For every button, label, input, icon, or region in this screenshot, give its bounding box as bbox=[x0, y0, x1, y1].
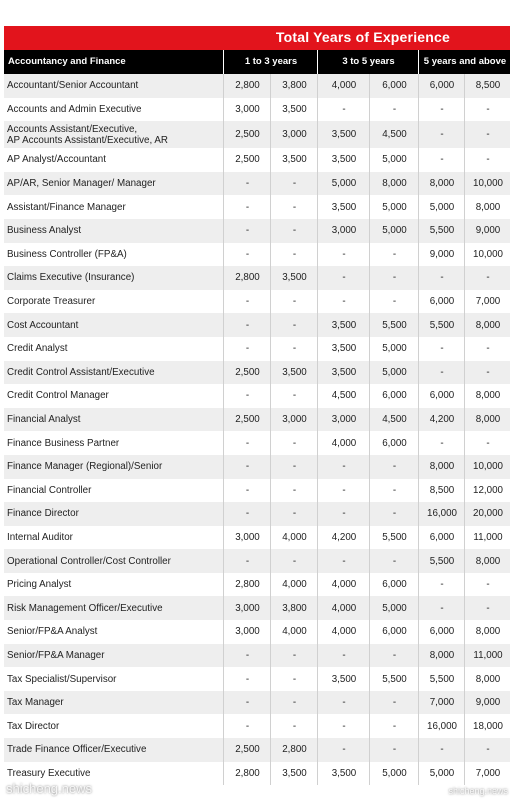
salary-cell: - bbox=[317, 98, 370, 122]
salary-cell: - bbox=[223, 172, 271, 196]
table-row bbox=[4, 361, 510, 385]
salary-cell: 8,000 bbox=[418, 644, 465, 668]
salary-cell: 8,000 bbox=[464, 408, 511, 432]
job-title: Treasury Executive bbox=[7, 767, 91, 779]
salary-cell: 8,000 bbox=[464, 549, 511, 573]
salary-cell: - bbox=[223, 195, 271, 219]
table-row bbox=[4, 121, 510, 148]
job-title: Internal Auditor bbox=[7, 531, 73, 543]
salary-cell: - bbox=[223, 243, 271, 267]
salary-cell: 7,000 bbox=[418, 691, 465, 715]
job-title: Financial Controller bbox=[7, 484, 92, 496]
salary-cell: 8,000 bbox=[464, 195, 511, 219]
table-row bbox=[4, 98, 510, 122]
salary-cell: 5,000 bbox=[418, 762, 465, 786]
salary-cell: 4,000 bbox=[317, 431, 370, 455]
salary-cell: 6,000 bbox=[369, 573, 419, 597]
table-row bbox=[4, 384, 510, 408]
job-title: Trade Finance Officer/Executive bbox=[7, 744, 147, 756]
salary-cell: 5,500 bbox=[418, 219, 465, 243]
salary-cell: - bbox=[317, 266, 370, 290]
header-group-5-plus-years: 5 years and above bbox=[418, 50, 511, 74]
salary-cell: 3,500 bbox=[317, 121, 370, 148]
job-title: Corporate Treasurer bbox=[7, 296, 96, 308]
salary-cell: 3,000 bbox=[317, 219, 370, 243]
salary-cell: - bbox=[223, 714, 271, 738]
job-title: Accounts and Admin Executive bbox=[7, 103, 142, 115]
job-title: Assistant/Finance Manager bbox=[7, 201, 126, 213]
salary-cell: 3,500 bbox=[317, 195, 370, 219]
job-title: Finance Director bbox=[7, 508, 79, 520]
salary-cell: 5,500 bbox=[369, 313, 419, 337]
salary-cell: - bbox=[464, 431, 511, 455]
salary-cell: 5,000 bbox=[369, 596, 419, 620]
job-title: Business Controller (FP&A) bbox=[7, 248, 127, 260]
salary-cell: - bbox=[270, 313, 318, 337]
table-row bbox=[4, 573, 510, 597]
salary-cell: 2,800 bbox=[223, 573, 271, 597]
salary-cell: 9,000 bbox=[464, 691, 511, 715]
salary-cell: - bbox=[223, 431, 271, 455]
salary-cell: 5,000 bbox=[369, 361, 419, 385]
salary-cell: - bbox=[270, 172, 318, 196]
job-title: Credit Analyst bbox=[7, 343, 68, 355]
salary-cell: 2,800 bbox=[223, 74, 271, 98]
salary-cell: 5,000 bbox=[369, 219, 419, 243]
salary-cell: - bbox=[464, 148, 511, 172]
salary-cell: - bbox=[317, 290, 370, 314]
salary-cell: - bbox=[223, 667, 271, 691]
salary-cell: 8,000 bbox=[464, 667, 511, 691]
table-row bbox=[4, 526, 510, 550]
salary-cell: - bbox=[418, 361, 465, 385]
salary-cell: 3,500 bbox=[317, 337, 370, 361]
salary-cell: - bbox=[270, 195, 318, 219]
salary-cell: - bbox=[270, 290, 318, 314]
job-title: Accountant/Senior Accountant bbox=[7, 80, 139, 92]
salary-cell: 3,500 bbox=[270, 98, 318, 122]
salary-cell: - bbox=[270, 243, 318, 267]
watermark-left: shicheng.news bbox=[6, 781, 92, 796]
salary-cell: 3,500 bbox=[317, 762, 370, 786]
salary-cell: 4,000 bbox=[317, 596, 370, 620]
salary-cell: 6,000 bbox=[418, 290, 465, 314]
salary-cell: - bbox=[418, 148, 465, 172]
table-row bbox=[4, 408, 510, 432]
job-title: Business Analyst bbox=[7, 225, 82, 237]
salary-cell: - bbox=[317, 691, 370, 715]
salary-cell: - bbox=[369, 290, 419, 314]
salary-cell: 3,800 bbox=[270, 74, 318, 98]
salary-cell: 6,000 bbox=[369, 384, 419, 408]
job-title: Tax Specialist/Supervisor bbox=[7, 673, 117, 685]
salary-cell: - bbox=[223, 313, 271, 337]
salary-cell: 8,500 bbox=[418, 479, 465, 503]
salary-cell: - bbox=[418, 738, 465, 762]
salary-cell: - bbox=[369, 455, 419, 479]
table-row bbox=[4, 431, 510, 455]
salary-cell: 6,000 bbox=[418, 384, 465, 408]
salary-cell: - bbox=[369, 266, 419, 290]
table-row bbox=[4, 219, 510, 243]
salary-cell: - bbox=[317, 479, 370, 503]
table-title: Total Years of Experience bbox=[275, 29, 450, 45]
salary-cell: - bbox=[464, 121, 511, 148]
salary-cell: - bbox=[270, 337, 318, 361]
salary-cell: 2,800 bbox=[270, 738, 318, 762]
job-title: Financial Analyst bbox=[7, 414, 81, 426]
table-row bbox=[4, 667, 510, 691]
salary-cell: 6,000 bbox=[418, 620, 465, 644]
salary-cell: 8,000 bbox=[464, 620, 511, 644]
salary-cell: 6,000 bbox=[369, 620, 419, 644]
salary-cell: - bbox=[464, 361, 511, 385]
salary-cell: 5,000 bbox=[369, 337, 419, 361]
salary-cell: - bbox=[369, 502, 419, 526]
table-row bbox=[4, 266, 510, 290]
table-row bbox=[4, 172, 510, 196]
salary-cell: 2,500 bbox=[223, 738, 271, 762]
salary-cell: 3,500 bbox=[317, 361, 370, 385]
salary-cell: 3,500 bbox=[317, 667, 370, 691]
salary-cell: 18,000 bbox=[464, 714, 511, 738]
table-row bbox=[4, 313, 510, 337]
job-title: Tax Director bbox=[7, 720, 60, 732]
salary-cell: - bbox=[223, 219, 271, 243]
salary-cell: - bbox=[369, 714, 419, 738]
salary-cell: 2,500 bbox=[223, 121, 271, 148]
salary-cell: 5,500 bbox=[369, 526, 419, 550]
salary-cell: 7,000 bbox=[464, 290, 511, 314]
salary-cell: 11,000 bbox=[464, 644, 511, 668]
salary-cell: 3,500 bbox=[317, 148, 370, 172]
job-title: AP/AR, Senior Manager/ Manager bbox=[7, 178, 156, 190]
salary-cell: 8,000 bbox=[464, 384, 511, 408]
header-group-1-3-years: 1 to 3 years bbox=[223, 50, 318, 74]
salary-cell: - bbox=[369, 691, 419, 715]
salary-cell: 16,000 bbox=[418, 714, 465, 738]
salary-cell: - bbox=[317, 502, 370, 526]
salary-cell: 6,000 bbox=[418, 74, 465, 98]
salary-cell: 11,000 bbox=[464, 526, 511, 550]
table-row bbox=[4, 195, 510, 219]
salary-cell: - bbox=[270, 502, 318, 526]
salary-cell: 3,000 bbox=[223, 526, 271, 550]
salary-cell: 4,500 bbox=[369, 121, 419, 148]
salary-cell: 2,500 bbox=[223, 408, 271, 432]
salary-cell: - bbox=[270, 667, 318, 691]
table-row bbox=[4, 479, 510, 503]
job-title: Accounts Assistant/Executive, AP Accounts Assistant/Executive, AR bbox=[7, 123, 169, 146]
salary-cell: - bbox=[223, 384, 271, 408]
salary-cell: 3,000 bbox=[223, 620, 271, 644]
salary-cell: 5,000 bbox=[369, 195, 419, 219]
salary-cell: - bbox=[464, 98, 511, 122]
salary-cell: 16,000 bbox=[418, 502, 465, 526]
salary-cell: 4,000 bbox=[317, 573, 370, 597]
salary-cell: 6,000 bbox=[369, 431, 419, 455]
table-row bbox=[4, 738, 510, 762]
salary-cell: - bbox=[418, 337, 465, 361]
job-title: AP Analyst/Accountant bbox=[7, 154, 106, 166]
job-title: Senior/FP&A Analyst bbox=[7, 626, 98, 638]
salary-cell: 2,500 bbox=[223, 361, 271, 385]
salary-cell: 3,800 bbox=[270, 596, 318, 620]
salary-cell: 3,500 bbox=[270, 148, 318, 172]
salary-cell: - bbox=[464, 573, 511, 597]
table-row bbox=[4, 714, 510, 738]
salary-cell: 3,000 bbox=[223, 98, 271, 122]
salary-cell: 10,000 bbox=[464, 172, 511, 196]
watermark-right: shicheng.news bbox=[448, 786, 508, 796]
salary-cell: - bbox=[270, 644, 318, 668]
salary-cell: 8,000 bbox=[369, 172, 419, 196]
salary-cell: - bbox=[270, 455, 318, 479]
salary-cell: - bbox=[369, 644, 419, 668]
job-title: Cost Accountant bbox=[7, 319, 79, 331]
salary-cell: 3,500 bbox=[270, 762, 318, 786]
salary-cell: - bbox=[418, 266, 465, 290]
salary-cell: 12,000 bbox=[464, 479, 511, 503]
salary-cell: - bbox=[317, 549, 370, 573]
salary-cell: 5,500 bbox=[418, 667, 465, 691]
salary-cell: 9,000 bbox=[464, 219, 511, 243]
salary-cell: 4,000 bbox=[270, 620, 318, 644]
table-row bbox=[4, 596, 510, 620]
table-row bbox=[4, 502, 510, 526]
job-title: Credit Control Assistant/Executive bbox=[7, 366, 155, 378]
salary-cell: - bbox=[270, 431, 318, 455]
job-title: Credit Control Manager bbox=[7, 390, 109, 402]
salary-cell: 5,000 bbox=[418, 195, 465, 219]
salary-cell: - bbox=[369, 738, 419, 762]
salary-cell: - bbox=[270, 479, 318, 503]
salary-cell: - bbox=[369, 243, 419, 267]
salary-cell: 4,500 bbox=[317, 384, 370, 408]
salary-cell: - bbox=[223, 502, 271, 526]
table-row bbox=[4, 243, 510, 267]
table-body bbox=[4, 74, 510, 785]
job-title: Risk Management Officer/Executive bbox=[7, 602, 163, 614]
salary-cell: 2,500 bbox=[223, 148, 271, 172]
salary-cell: 9,000 bbox=[418, 243, 465, 267]
salary-cell: 5,000 bbox=[369, 148, 419, 172]
salary-cell: 2,800 bbox=[223, 266, 271, 290]
table-header bbox=[4, 50, 510, 74]
salary-cell: - bbox=[464, 738, 511, 762]
salary-cell: - bbox=[369, 98, 419, 122]
header-category: Accountancy and Finance bbox=[8, 56, 126, 67]
salary-cell: - bbox=[223, 644, 271, 668]
job-title: Senior/FP&A Manager bbox=[7, 649, 105, 661]
salary-cell: - bbox=[270, 549, 318, 573]
salary-cell: 6,000 bbox=[369, 74, 419, 98]
salary-cell: 10,000 bbox=[464, 455, 511, 479]
salary-cell: - bbox=[464, 596, 511, 620]
header-group-3-5-years: 3 to 5 years bbox=[317, 50, 419, 74]
salary-cell: - bbox=[418, 596, 465, 620]
salary-cell: - bbox=[223, 290, 271, 314]
salary-cell: 8,500 bbox=[464, 74, 511, 98]
salary-cell: 4,000 bbox=[270, 526, 318, 550]
title-band bbox=[4, 26, 510, 50]
salary-cell: - bbox=[418, 121, 465, 148]
salary-cell: 4,200 bbox=[317, 526, 370, 550]
job-title: Finance Business Partner bbox=[7, 437, 120, 449]
job-title: Finance Manager (Regional)/Senior bbox=[7, 461, 163, 473]
salary-cell: - bbox=[369, 479, 419, 503]
job-title: Tax Manager bbox=[7, 697, 64, 709]
table-row bbox=[4, 691, 510, 715]
salary-cell: - bbox=[223, 691, 271, 715]
salary-cell: - bbox=[270, 691, 318, 715]
salary-cell: - bbox=[464, 337, 511, 361]
table-row bbox=[4, 74, 510, 98]
salary-cell: - bbox=[418, 431, 465, 455]
salary-cell: 3,500 bbox=[317, 313, 370, 337]
salary-cell: 4,500 bbox=[369, 408, 419, 432]
salary-cell: - bbox=[270, 384, 318, 408]
salary-cell: - bbox=[418, 573, 465, 597]
salary-cell: 5,000 bbox=[369, 762, 419, 786]
salary-cell: - bbox=[223, 337, 271, 361]
table-row bbox=[4, 455, 510, 479]
table-row bbox=[4, 620, 510, 644]
salary-cell: 4,000 bbox=[317, 74, 370, 98]
salary-cell: 3,500 bbox=[270, 361, 318, 385]
salary-cell: - bbox=[369, 549, 419, 573]
salary-cell: - bbox=[270, 714, 318, 738]
salary-cell: 7,000 bbox=[464, 762, 511, 786]
salary-cell: - bbox=[317, 455, 370, 479]
job-title: Operational Controller/Cost Controller bbox=[7, 555, 171, 567]
salary-cell: 8,000 bbox=[418, 455, 465, 479]
salary-cell: 5,500 bbox=[418, 549, 465, 573]
table-row bbox=[4, 549, 510, 573]
table-row bbox=[4, 644, 510, 668]
table-row bbox=[4, 148, 510, 172]
salary-cell: - bbox=[223, 479, 271, 503]
salary-cell: 2,800 bbox=[223, 762, 271, 786]
job-title: Pricing Analyst bbox=[7, 579, 72, 591]
salary-cell: 10,000 bbox=[464, 243, 511, 267]
salary-cell: 8,000 bbox=[418, 172, 465, 196]
table-row bbox=[4, 337, 510, 361]
salary-cell: - bbox=[270, 219, 318, 243]
salary-cell: 3,000 bbox=[223, 596, 271, 620]
salary-cell: 5,500 bbox=[369, 667, 419, 691]
salary-cell: 6,000 bbox=[418, 526, 465, 550]
job-title: Claims Executive (Insurance) bbox=[7, 272, 135, 284]
salary-cell: - bbox=[464, 266, 511, 290]
salary-cell: - bbox=[223, 455, 271, 479]
salary-cell: - bbox=[418, 98, 465, 122]
salary-cell: 3,000 bbox=[270, 121, 318, 148]
salary-cell: - bbox=[317, 243, 370, 267]
salary-cell: 3,500 bbox=[270, 266, 318, 290]
salary-cell: 3,000 bbox=[270, 408, 318, 432]
salary-cell: 20,000 bbox=[464, 502, 511, 526]
salary-cell: 4,000 bbox=[317, 620, 370, 644]
salary-cell: 5,000 bbox=[317, 172, 370, 196]
salary-cell: - bbox=[223, 549, 271, 573]
salary-cell: - bbox=[317, 738, 370, 762]
salary-cell: 8,000 bbox=[464, 313, 511, 337]
salary-cell: 4,200 bbox=[418, 408, 465, 432]
table-row bbox=[4, 290, 510, 314]
salary-cell: - bbox=[317, 714, 370, 738]
salary-cell: 3,000 bbox=[317, 408, 370, 432]
salary-cell: 4,000 bbox=[270, 573, 318, 597]
salary-cell: - bbox=[317, 644, 370, 668]
salary-cell: 5,500 bbox=[418, 313, 465, 337]
